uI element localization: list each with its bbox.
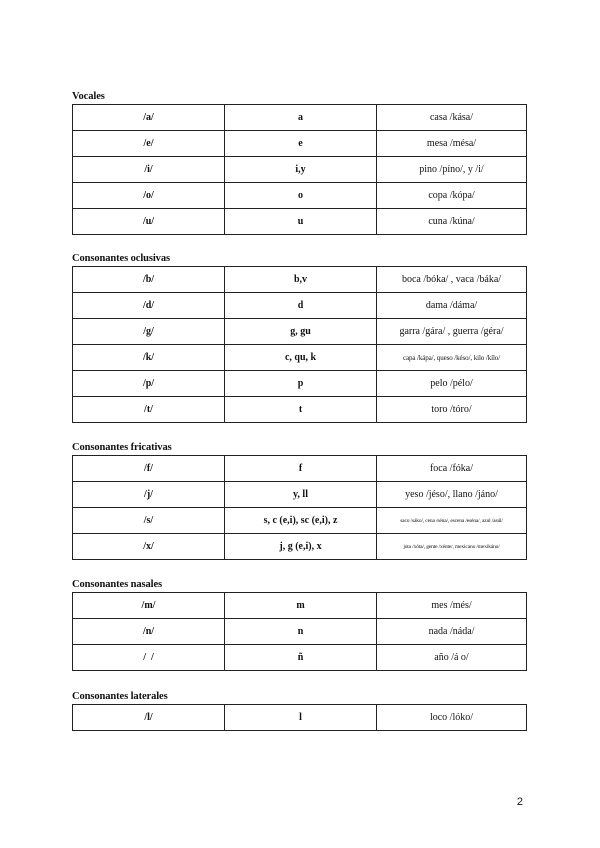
grapheme-cell: b,v <box>225 267 377 293</box>
phoneme-table <box>72 104 527 235</box>
section-nasales <box>72 578 527 671</box>
table-row <box>73 397 527 423</box>
table-row <box>73 593 527 619</box>
phoneme-table <box>72 704 527 731</box>
phoneme-cell: /s/ <box>73 508 225 534</box>
table-row <box>73 157 527 183</box>
table-row <box>73 319 527 345</box>
phoneme-cell: /a/ <box>73 105 225 131</box>
phoneme-cell: /u/ <box>73 209 225 235</box>
phoneme-cell: /k/ <box>73 345 225 371</box>
phoneme-table <box>72 266 527 423</box>
grapheme-cell: s, c (e,i), sc (e,i), z <box>225 508 377 534</box>
grapheme-cell: t <box>225 397 377 423</box>
table-row <box>73 105 527 131</box>
section-heading: Consonantes oclusivas <box>72 253 170 264</box>
phoneme-cell: /p/ <box>73 371 225 397</box>
example-cell: pelo /pélo/ <box>377 371 527 397</box>
example-cell: copa /kópa/ <box>377 183 527 209</box>
example-cell: mesa /mésa/ <box>377 131 527 157</box>
table-row <box>73 482 527 508</box>
table-row <box>73 267 527 293</box>
table-row <box>73 619 527 645</box>
phoneme-cell: /t/ <box>73 397 225 423</box>
table-row <box>73 293 527 319</box>
grapheme-cell: g, gu <box>225 319 377 345</box>
section-heading: Consonantes fricativas <box>72 442 172 453</box>
phoneme-cell: /j/ <box>73 482 225 508</box>
phoneme-cell: /e/ <box>73 131 225 157</box>
example-cell: boca /bóka/ , vaca /báka/ <box>377 267 527 293</box>
grapheme-cell: j, g (e,i), x <box>225 534 377 560</box>
section-laterales <box>72 690 527 731</box>
grapheme-cell: n <box>225 619 377 645</box>
example-cell: saco /sáko/, cena /séna/, escena /eséna/, azul /asúl/ <box>377 508 527 534</box>
phoneme-cell: /l/ <box>73 705 225 731</box>
example-cell: toro /tóro/ <box>377 397 527 423</box>
section-heading: Consonantes laterales <box>72 691 168 702</box>
example-cell: pino /píno/, y /i/ <box>377 157 527 183</box>
table-row <box>73 534 527 560</box>
table-row <box>73 371 527 397</box>
example-cell: año /á o/ <box>377 645 527 671</box>
section-heading: Consonantes nasales <box>72 579 162 590</box>
phoneme-cell: /m/ <box>73 593 225 619</box>
phoneme-table <box>72 592 527 671</box>
phoneme-cell: /i/ <box>73 157 225 183</box>
grapheme-cell: f <box>225 456 377 482</box>
grapheme-cell: a <box>225 105 377 131</box>
table-row <box>73 345 527 371</box>
example-cell: capa /kápa/, queso /késo/, kilo /kílo/ <box>377 345 527 371</box>
phoneme-cell: /b/ <box>73 267 225 293</box>
example-cell: dama /dáma/ <box>377 293 527 319</box>
phoneme-table <box>72 455 527 560</box>
grapheme-cell: m <box>225 593 377 619</box>
table-row <box>73 705 527 731</box>
grapheme-cell: c, qu, k <box>225 345 377 371</box>
grapheme-cell: o <box>225 183 377 209</box>
table-row <box>73 456 527 482</box>
grapheme-cell: p <box>225 371 377 397</box>
phoneme-cell: /f/ <box>73 456 225 482</box>
example-cell: loco /lóko/ <box>377 705 527 731</box>
example-cell: foca /fóka/ <box>377 456 527 482</box>
table-row <box>73 183 527 209</box>
grapheme-cell: u <box>225 209 377 235</box>
example-cell: casa /kása/ <box>377 105 527 131</box>
grapheme-cell: l <box>225 705 377 731</box>
section-vocales <box>72 90 527 235</box>
section-oclusivas <box>72 252 527 423</box>
phoneme-cell: /d/ <box>73 293 225 319</box>
phoneme-cell: /o/ <box>73 183 225 209</box>
example-cell: nada /náda/ <box>377 619 527 645</box>
example-cell: garra /gára/ , guerra /géra/ <box>377 319 527 345</box>
phoneme-cell: /x/ <box>73 534 225 560</box>
page-number: 2 <box>516 796 523 808</box>
grapheme-cell: y, ll <box>225 482 377 508</box>
grapheme-cell: i,y <box>225 157 377 183</box>
table-row <box>73 508 527 534</box>
example-cell: mes /més/ <box>377 593 527 619</box>
phoneme-cell: /g/ <box>73 319 225 345</box>
grapheme-cell: e <box>225 131 377 157</box>
section-fricativas <box>72 441 527 560</box>
grapheme-cell: ñ <box>225 645 377 671</box>
example-cell: yeso /jéso/, llano /jáno/ <box>377 482 527 508</box>
grapheme-cell: d <box>225 293 377 319</box>
phoneme-cell: / / <box>73 645 225 671</box>
table-row <box>73 209 527 235</box>
table-row <box>73 645 527 671</box>
section-heading: Vocales <box>72 91 105 102</box>
example-cell: cuna /kúna/ <box>377 209 527 235</box>
example-cell: jota /xóta/, gente /xénte/, mexicano /mexikáno/ <box>377 534 527 560</box>
phoneme-cell: /n/ <box>73 619 225 645</box>
table-row <box>73 131 527 157</box>
